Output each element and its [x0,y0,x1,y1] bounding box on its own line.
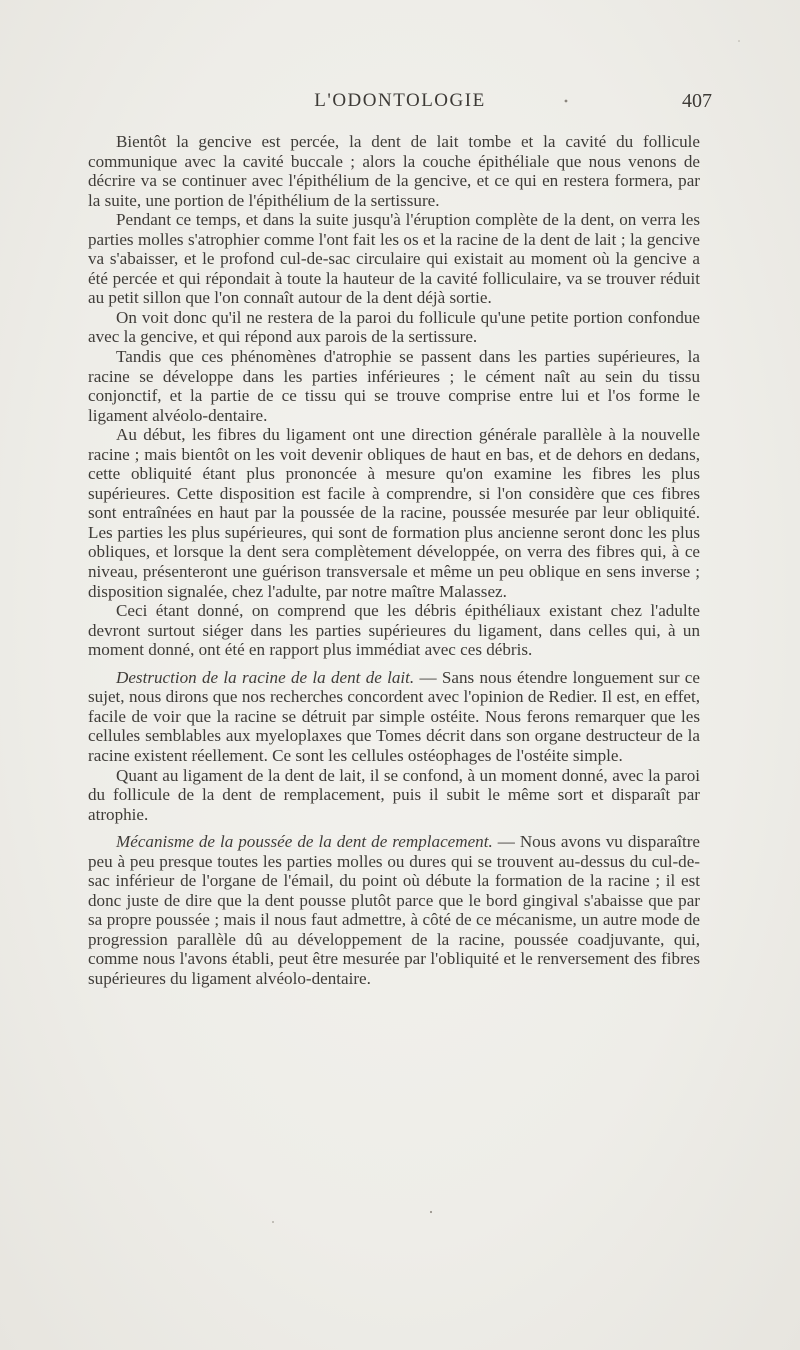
paragraph: Au début, les fibres du ligament ont une direction générale parallèle à la nouvelle racine ; mais bientôt on les voit devenir obliques de haut en bas, et de dehors en dedans, cette obliquité étant plus prononcée à mesure qu'on examine les fibres les plus supérieures. Cette disposition est facile à comprendre, si l'on considère que ces fibres sont entraînées en haut par la poussée de la racine, poussée mesurée par leur obliquité. Les parties les plus supérieures, qui sont de formation plus ancienne seront donc les plus obliques, et lorsque la dent sera complètement développée, on verra des fibres qui, à ce niveau, présenteront une guérison transversale et même un peu oblique en sens inverse ; disposition signalée, chez l'adulte, par notre maître Malassez. [88,425,700,601]
section-destruction [88,668,700,766]
paragraph: Bientôt la gencive est percée, la dent de lait tombe et la cavité du follicule communique avec la cavité buccale ; alors la couche épithéliale que nous venons de décrire va se continuer avec l'épithélium de la gencive, et ce qui en restera formera, par la suite, une portion de l'épithélium de la sertissure. [88,132,700,210]
paragraph: Tandis que ces phénomènes d'atrophie se passent dans les parties supérieures, la racine se développe dans les parties inférieures ; le cément naît au sein du tissu conjonctif, et la partie de ce tissu qui se trouve comprise entre lui et l'os forme le ligament alvéolo-dentaire. [88,347,700,425]
paragraph: On voit donc qu'il ne restera de la paroi du follicule qu'une petite portion confondue avec la gencive, et qui répond aux parois de la sertissure. [88,307,700,347]
section-body-destruction: — Sans nous étendre longuement sur ce sujet, nous dirons que nos recherches concordent avec l'opinion de Redier. Il est, en effet, facile de voir que la racine se détruit par simple ostéite. Nous ferons remarquer que les cellules semblables aux myeloplaxes que Tomes décrit dans son organe destructeur de la racine existent réellement. Ce sont les cellules ostéophages de l'ostéite simple. [88,667,700,765]
section-heading-destruction: Destruction de la racine de la dent de lait. [116,667,415,687]
paragraph: Quant au ligament de la dent de lait, il se confond, à un moment donné, avec la paroi du follicule de la dent de remplacement, puis il subit le même sort et disparaît par atrophie. [88,765,700,824]
paragraph: Ceci étant donné, on comprend que les débris épithéliaux existant chez l'adulte devront surtout siéger dans les parties supérieures du ligament, dans celles qui, à un moment donné, ont été en rapport plus immédiat avec ces débris. [88,601,700,660]
section-mecanisme [88,832,700,988]
running-header [88,90,712,116]
page-number: 407 [682,90,712,112]
paragraph: Pendant ce temps, et dans la suite jusqu'à l'éruption complète de la dent, on verra les parties molles s'atrophier comme l'ont fait les os et la racine de la dent de lait ; la gencive va s'abaisser, et le profond cul-de-sac circulaire qui existait au moment où la gencive a été percée et qui répondait à toute la hauteur de la cavité folliculaire, va se trouver réduit au petit sillon que l'on connaît autour de la dent déjà sortie. [88,210,700,308]
body-text [88,132,700,989]
journal-title: L'ODONTOLOGIE [314,90,486,111]
section-body-mecanisme: — Nous avons vu disparaître peu à peu presque toutes les parties molles ou dures qui se trouvent au-dessus du cul-de-sac inférieur de l'organe de l'émail, du point où débute la formation de la racine ; il est donc juste de dire que la dent pousse plutôt parce que le bord gingival s'abaisse que par sa propre poussée ; mais il nous faut admettre, à côté de ce mécanisme, un autre mode de progression parallèle dû au développement de la racine, poussée coadjuvante, qui, comme nous l'avons établi, peut être mesurée par l'obliquité et le renversement des fibres supérieures du ligament alvéolo-dentaire. [88,832,700,988]
section-heading-mecanisme: Mécanisme de la poussée de la dent de remplacement. [116,832,493,852]
